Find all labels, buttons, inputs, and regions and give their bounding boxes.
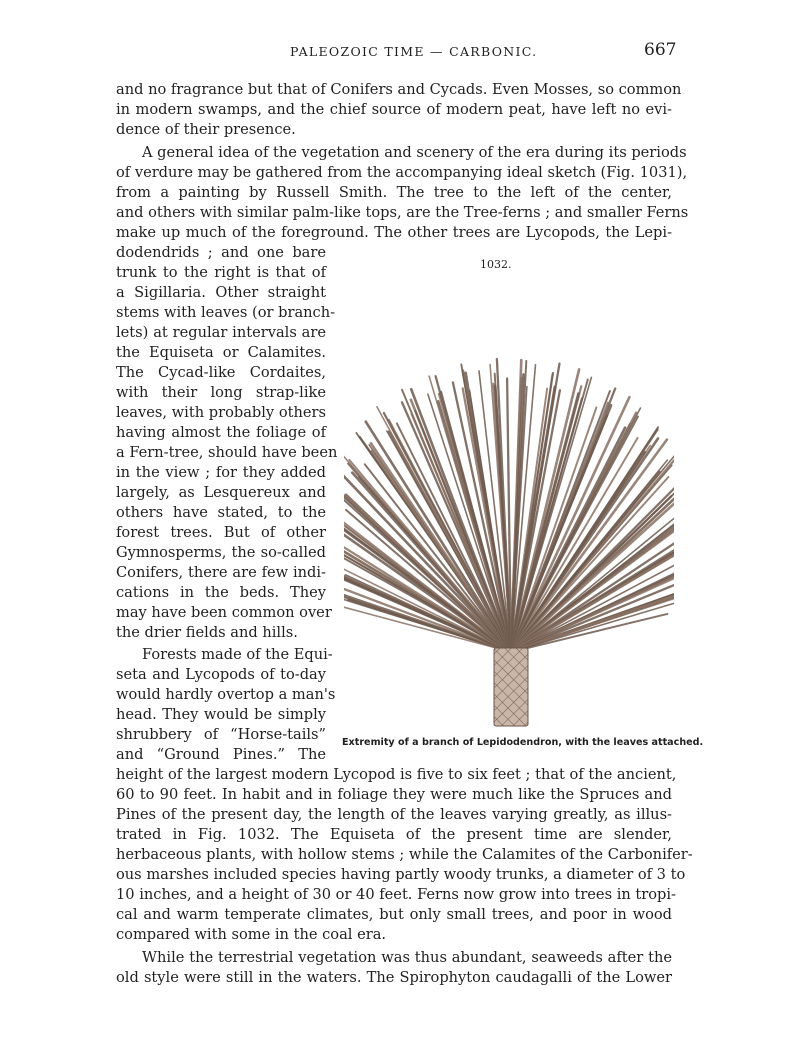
column-line: the drier fields and hills. xyxy=(116,624,298,641)
column-line: the Equiseta or Calamites. xyxy=(116,344,326,361)
column-line: Forests made of the Equi- xyxy=(142,646,333,663)
column-line: a Fern-tree, should have been xyxy=(116,444,338,461)
column-line: with their long strap-like xyxy=(116,384,326,401)
text-line: cal and warm temperate climates, but only small trees, and poor in wood xyxy=(116,906,672,923)
column-line: leaves, with probably others xyxy=(116,404,326,421)
figure-number: 1032. xyxy=(480,258,512,271)
text-line: make up much of the foreground. The other trees are Lycopods, the Lepi- xyxy=(116,224,672,241)
text-line: 10 inches, and a height of 30 or 40 feet. Ferns now grow into trees in tropi- xyxy=(116,886,676,903)
leaves-group xyxy=(344,359,674,652)
column-line: Gymnosperms, the so-called xyxy=(116,544,326,561)
text-line: While the terrestrial vegetation was thus abundant, seaweeds after the xyxy=(142,949,672,966)
column-line: others have stated, to the xyxy=(116,504,326,521)
column-line: head. They would be simply xyxy=(116,706,326,723)
column-line: shrubbery of “Horse-tails” xyxy=(116,726,326,743)
stem-scale-pattern xyxy=(494,648,528,726)
column-line: having almost the foliage of xyxy=(116,424,326,441)
text-line: herbaceous plants, with hollow stems ; while the Calamites of the Carbonifer- xyxy=(116,846,693,863)
column-line: trunk to the right is that of xyxy=(116,264,326,281)
lepidodendron-branch-illustration xyxy=(344,272,674,732)
text-line: from a painting by Russell Smith. The tree to the left of the center, xyxy=(116,184,672,201)
text-line: and no fragrance but that of Conifers and Cycads. Even Mosses, so common xyxy=(116,81,682,98)
text-line: Pines of the present day, the length of the leaves varying greatly, as illus- xyxy=(116,806,672,823)
column-line: lets) at regular intervals are xyxy=(116,324,326,341)
text-line: in modern swamps, and the chief source of modern peat, have left no evi- xyxy=(116,101,672,118)
text-line: dence of their presence. xyxy=(116,121,296,138)
text-line: 60 to 90 feet. In habit and in foliage they were much like the Spruces and xyxy=(116,786,672,803)
column-line: dodendrids ; and one bare xyxy=(116,244,326,261)
column-line: Conifers, there are few indi- xyxy=(116,564,326,581)
text-line: old style were still in the waters. The Spirophyton caudagalli of the Lower xyxy=(116,969,672,986)
text-line: of verdure may be gathered from the accompanying ideal sketch (Fig. 1031), xyxy=(116,164,688,181)
page-number: 667 xyxy=(644,40,677,60)
column-line: in the view ; for they added xyxy=(116,464,326,481)
text-line: and others with similar palm-like tops, are the Tree-ferns ; and smaller Ferns xyxy=(116,204,689,221)
running-header: PALEOZOIC TIME — CARBONIC. xyxy=(290,44,538,59)
figure-caption: Extremity of a branch of Lepidodendron, with the leaves attached. xyxy=(342,737,704,748)
column-line: and “Ground Pines.” The xyxy=(116,746,326,763)
text-line: A general idea of the vegetation and scenery of the era during its periods xyxy=(142,144,687,161)
column-line: largely, as Lesquereux and xyxy=(116,484,326,501)
column-line: a Sigillaria. Other straight xyxy=(116,284,326,301)
column-line: seta and Lycopods of to-day xyxy=(116,666,326,683)
text-line: compared with some in the coal era. xyxy=(116,926,387,943)
column-line: would hardly overtop a man's xyxy=(116,686,336,703)
text-line: ous marshes included species having partly woody trunks, a diameter of 3 to xyxy=(116,866,686,883)
column-line: may have been common over xyxy=(116,604,332,621)
column-line: The Cycad-like Cordaites, xyxy=(116,364,326,381)
text-line: height of the largest modern Lycopod is five to six feet ; that of the ancient, xyxy=(116,766,677,783)
text-line: trated in Fig. 1032. The Equiseta of the present time are slender, xyxy=(116,826,672,843)
column-line: forest trees. But of other xyxy=(116,524,326,541)
column-line: stems with leaves (or branch- xyxy=(116,304,336,321)
column-line: cations in the beds. They xyxy=(116,584,326,601)
